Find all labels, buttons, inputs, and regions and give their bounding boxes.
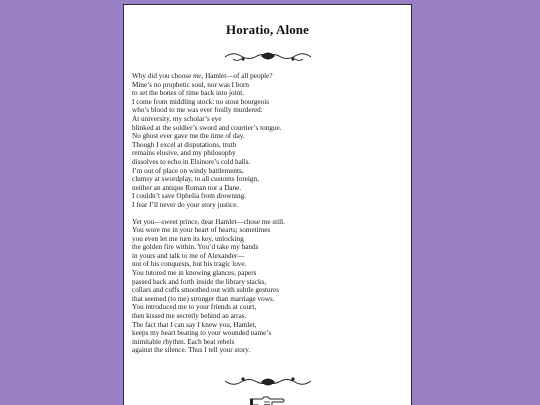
poem-line: You introduced me to your friends at court, — [132, 303, 257, 312]
poem-line: Though I excel at disputations, truth — [132, 140, 237, 149]
poem-body — [132, 72, 407, 355]
poem-line: Mine’s no prophetic soul, nor was I born — [132, 80, 249, 89]
stanza-2 — [132, 218, 407, 356]
poem-line: The fact that I can say I knew you, Hamlet, — [132, 320, 257, 329]
poem-line: You tutored me in knowing glances, papers — [132, 269, 257, 278]
poem-line: blinked at the soldier’s sword and courtier’s tongue. — [132, 123, 282, 132]
poem-line: you even let me turn its key, unlocking — [132, 234, 244, 243]
poem-line: I come from middling stock: no stout bourgeois — [132, 97, 270, 106]
poem-line: neither an antique Roman nor a Dane. — [132, 183, 242, 192]
poem-line: who’s blood to me was ever foully murdered. — [132, 106, 263, 115]
poem-line: I fear I’ll never do your story justice. — [132, 200, 239, 209]
poem-line: You wore me in your heart of hearts; sometimes — [132, 226, 271, 235]
poem-line: then kissed me secretly behind an arras. — [132, 312, 247, 321]
poem-line: clumsy at swordplay, to all customs foreign, — [132, 175, 259, 184]
poem-line: against the silence. Thus I tell your story. — [132, 346, 251, 355]
poem-line: No ghost ever gave me the time of day. — [132, 132, 245, 141]
poem-line: the golden fire within. You’d take my hands — [132, 243, 259, 252]
flourish-divider-icon — [223, 49, 313, 63]
poem-line: that seemed (to me) stronger than marriage vows. — [132, 294, 275, 303]
poem-page — [123, 4, 412, 405]
pointing-hand-icon — [250, 395, 286, 405]
poem-line: to set the bones of time back into joint. — [132, 89, 244, 98]
poem-line: Why did you choose me, Hamlet—of all people? — [132, 72, 273, 80]
poem-line: in yours and talk to me of Alexander— — [132, 251, 245, 260]
poem-line: not of his conquests, but his tragic love. — [132, 260, 247, 269]
poem-line: passed back and forth inside the library stacks, — [132, 277, 267, 286]
flourish-divider-icon — [223, 375, 313, 389]
poem-line: I couldn’t save Ophelia from drowning. — [132, 192, 247, 201]
poem-line: I’m out of place on windy battlements, — [132, 166, 244, 175]
poem-line: inimitable rhythm. Each beat rebels — [132, 337, 235, 346]
poem-line: keeps my heart beating to your wounded name’s — [132, 329, 272, 338]
poem-line: dissolves to echo in Elsinore’s cold halls. — [132, 157, 251, 166]
poem-title: Horatio, Alone — [225, 22, 309, 37]
poem-line: collars and cuffs smoothed out with subtle gestures — [132, 286, 279, 295]
poem-line: Yet you—sweet prince, dear Hamlet—chose me still. — [132, 217, 285, 226]
poem-line: remains elusive, and my philosophy — [132, 149, 236, 158]
stanza-1 — [132, 72, 407, 210]
poem-line: At university, my scholar’s eye — [132, 114, 222, 123]
